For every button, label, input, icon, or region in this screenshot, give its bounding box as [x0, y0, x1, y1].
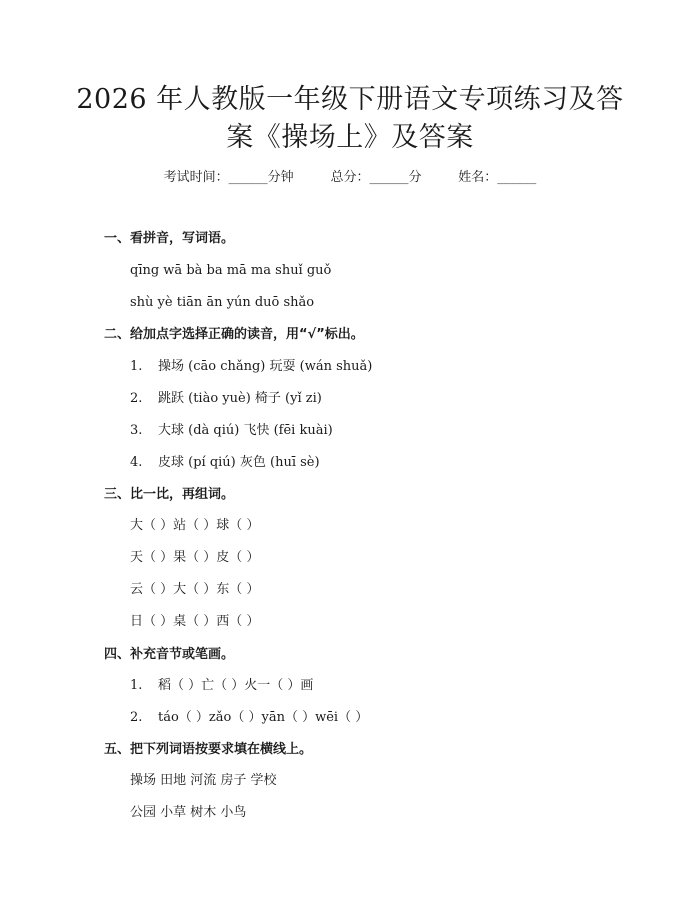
total-score-label: 总分：______分 [330, 170, 422, 185]
word-list-line: 公园 小草 树木 小鸟 [130, 805, 247, 820]
section-4-heading: 四、补充音节或笔画。 [104, 647, 235, 662]
item-number: 2. [130, 391, 143, 406]
syllable-item: táo（ ）zǎo（ ）yān（ ）wēi（ ） [158, 710, 369, 725]
word-group-line: 云（ ）大（ ）东（ ） [130, 582, 260, 597]
item-number: 3. [130, 423, 143, 438]
item-number: 1. [130, 678, 143, 693]
pronunciation-item: 皮球 (pí qiú) 灰色 (huī sè) [158, 455, 320, 470]
document-title-line-1: 2026 年人教版一年级下册语文专项练习及答 [76, 84, 624, 115]
stroke-item: 稻（ ）亡（ ）火一（ ）画 [158, 678, 314, 693]
pronunciation-item: 跳跃 (tiào yuè) 椅子 (yǐ zi) [158, 391, 322, 406]
pronunciation-item: 大球 (dà qiú) 飞快 (fēi kuài) [158, 423, 333, 438]
exam-time-label: 考试时间：______分钟 [163, 170, 294, 185]
item-number: 2. [130, 710, 143, 725]
word-group-line: 日（ ）桌（ ）西（ ） [130, 614, 260, 629]
pinyin-line: shù yè tiān ān yún duō shǎo [130, 295, 315, 310]
exam-info [0, 168, 700, 188]
document-title-line-2: 案《操场上》及答案 [226, 122, 474, 153]
word-group-line: 天（ ）果（ ）皮（ ） [130, 550, 260, 565]
item-number: 1. [130, 359, 143, 374]
section-5-heading: 五、把下列词语按要求填在横线上。 [104, 742, 313, 757]
word-group-line: 大（ ）站（ ）球（ ） [130, 518, 260, 533]
section-2-heading: 二、给加点字选择正确的读音，用“√”标出。 [104, 327, 364, 342]
item-number: 4. [130, 455, 143, 470]
word-list-line: 操场 田地 河流 房子 学校 [130, 773, 277, 788]
pronunciation-item: 操场 (cāo chǎng) 玩耍 (wán shuǎ) [158, 359, 373, 374]
pinyin-line: qīng wā bà ba mā ma shuǐ guǒ [130, 263, 332, 278]
section-1-heading: 一、看拼音，写词语。 [104, 231, 235, 246]
student-name-label: 姓名：______ [458, 170, 537, 185]
section-3-heading: 三、比一比，再组词。 [104, 487, 235, 502]
